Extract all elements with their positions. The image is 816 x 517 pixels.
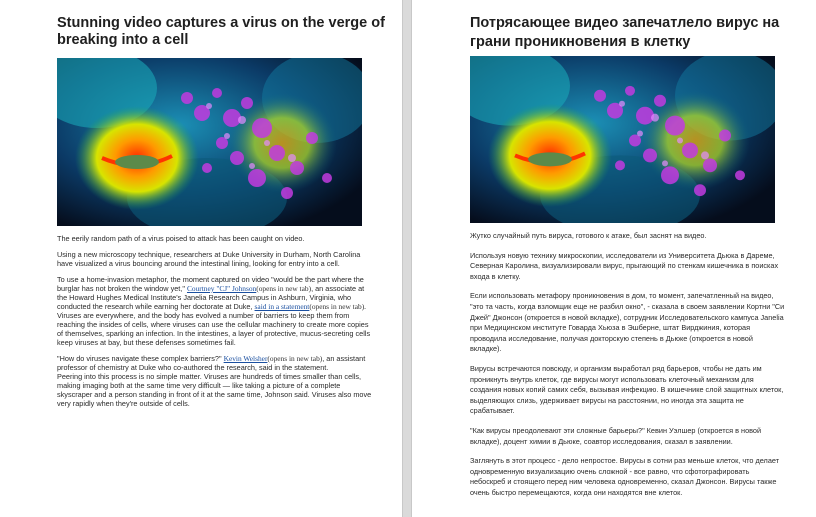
document-page-english <box>0 0 402 517</box>
opens-new-tab-note-2: (opens in new tab). <box>309 302 367 311</box>
opens-new-tab-note: (opens in new tab) <box>256 284 312 293</box>
paragraph-5: Peering into this process is no simple matter. Viruses are hundreds of times smaller than cells, making imaging both at the same time very difficult — like taking a picture of a complete skyscraper and a person standing in front of it at the same time, Johnson said. Viruses also move very rapidly when they're outside of cells. <box>57 372 372 408</box>
virus-microscopy-image-translated <box>470 56 775 223</box>
paragraph-5-translated: Заглянуть в этот процесс - дело непростое. Вирусы в сотни раз меньше клеток, что делает одновременную визуализацию очень сложной - все равно, что сфотографировать небоскреб и стоящего перед ним человека одновременно, сказал Джонсон. Вирусы также очень быстро перемещаются, когда они находятся вне клеток. <box>470 456 780 497</box>
paragraph-4-text-b: , an assistant professor of chemistry at Duke who co-authored the research, said in the statement. <box>57 354 366 372</box>
image-caption: The eerily random path of a virus poised to attack has been caught on video. <box>57 234 305 243</box>
paragraph-3: Viruses are everywhere, and the body has evolved a number of barriers to keep them from reaching the insides of cells, where viruses can use the cellular machinery to create more copies of themselves, sparking an infection. In the intestines, a layer of protective, mucus-secreting cells keep viruses at bay, but these defenses sometimes fail. <box>57 311 371 347</box>
opens-new-tab-note-3: (opens in new tab) <box>267 354 323 363</box>
paragraph-4-text-a: "How do viruses navigate these complex barriers?" <box>57 354 224 363</box>
paragraph-1-translated: Используя новую технику микроскопии, исследователи из Университета Дьюка в Дареме, Северная Каролина, визуализировали вирус, прыгающий по стенкам кишечника в поисках входа в клетку. <box>470 250 779 281</box>
article-body-translated <box>470 231 785 507</box>
image-caption-translated: Жутко случайный путь вируса, готового к атаке, был заснят на видео. <box>470 231 707 240</box>
paragraph-4 <box>57 354 372 372</box>
virus-microscopy-image <box>57 58 362 226</box>
paragraph-2 <box>57 275 372 311</box>
paragraph-3-translated: Вирусы встречаются повсюду, и организм выработал ряд барьеров, чтобы не дать им проникнуть внутрь клеток, где вирусы могут использовать клеточный механизм для создания новых копий самих себя, вызывая инфекцию. В кишечнике слой защитных клеток, выделяющих слизь, удерживает вирусы на расстоянии, но иногда эта защита не срабатывает. <box>470 363 784 416</box>
paragraph-1: Using a new microscopy technique, researchers at Duke University in Durham, North Carolina have visualized a virus bouncing around the intestinal lining, looking for entry into a cell. <box>57 250 361 268</box>
paragraph-4-translated: "Как вирусы преодолевают эти сложные барьеры?" Кевин Уэлшер (откроется в новой вкладке), доцент химии в Дьюке, соавтор исследования, сказал в заявлении. <box>470 425 762 446</box>
article-body <box>57 234 372 415</box>
statement-link[interactable]: said in a statement <box>254 302 310 311</box>
courtney-johnson-link[interactable]: Courtney "CJ" Johnson <box>186 284 257 293</box>
document-page-russian <box>412 0 816 517</box>
paragraph-2-translated: Если использовать метафору проникновения в дом, то момент, запечатленный на видео, "это та часть, когда взломщик еще не разбил окно", - сказала в своем заявлении Кортни "Си Джей" Джонсон (откроется в новой вкладке), сотрудник Исследовательского кампуса Janelia при Медицинском институте Говарда Хьюза в Эшберне, штат Вирджиния, которая проводила исследование, получая докторскую степень в Дьюке (откроется в новой вкладке). <box>470 291 785 354</box>
article-title-translated: Потрясающее видео запечатлело вирус на грани проникновения в клетку <box>470 15 780 50</box>
article-title: Stunning video captures a virus on the verge of breaking into a cell <box>57 15 385 48</box>
paragraph-2-text-a: To use a home-invasion metaphor, the moment captured on video "would be the part where the burglar has not broken the window yet," <box>57 275 364 293</box>
kevin-welsher-link[interactable]: Kevin Welsher <box>223 354 268 363</box>
page-separator <box>402 0 412 517</box>
paragraph-2-text-b: , an associate at the Howard Hughes Medical Institute's Janelia Research Campus in Ashburn, Virginia, who conducted the research while earning her doctorate at Duke, <box>57 284 365 311</box>
